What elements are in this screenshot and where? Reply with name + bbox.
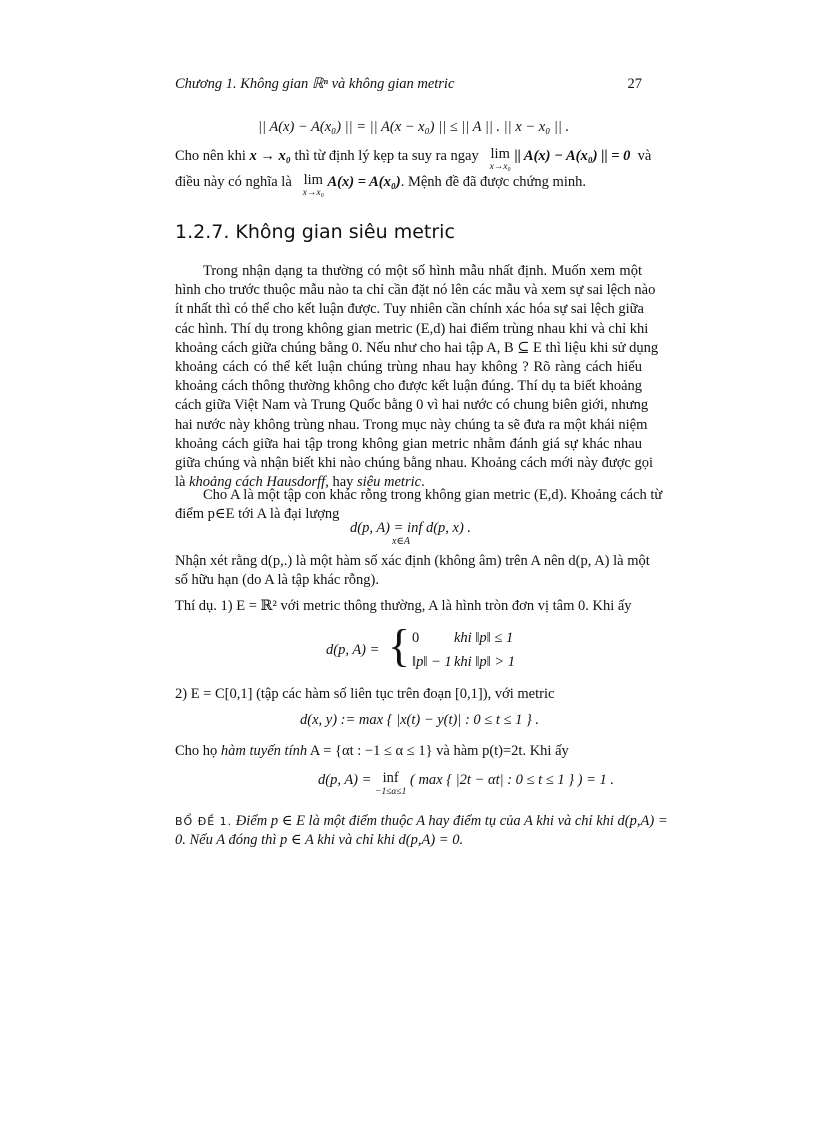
case-value: ‖p‖ − 1 bbox=[412, 654, 452, 670]
equation-inf bbox=[350, 520, 472, 547]
text: Cho nên khi bbox=[175, 148, 250, 164]
text: Cho họ bbox=[175, 743, 221, 759]
case-condition: khi ‖p‖ > 1 bbox=[454, 654, 516, 670]
paragraph-remark bbox=[175, 552, 650, 590]
emphasis: siêu metric bbox=[357, 474, 422, 491]
case-condition: khi ‖p‖ ≤ 1 bbox=[454, 630, 514, 646]
lemma bbox=[175, 812, 668, 850]
math: d(p, A) = inf d(p, x) . bbox=[350, 520, 472, 536]
text-line: khoảng cách giữa hai tập trong không gian metric nhằm đánh giá sự khác nhau bbox=[175, 435, 642, 452]
limit-operator bbox=[303, 173, 324, 198]
text-line: khoảng cách thông thường không cho được kết luận đúng. Thí dụ ta biết khoảng bbox=[175, 378, 642, 395]
text-line: ít nhất thì có thể cho kết luận được. Tuy nhiên cần chính xác hóa sự sai lệch giữa bbox=[175, 301, 644, 318]
paragraph-definition bbox=[175, 486, 663, 524]
example-1-line: Thí dụ. 1) E = ℝ² với metric thông thường, A là hình tròn đơn vị tâm 0. Khi ấy bbox=[175, 598, 632, 614]
inf-operator bbox=[375, 770, 406, 798]
limit-line-1 bbox=[175, 146, 652, 174]
math: d(p, A) = bbox=[318, 772, 372, 788]
inf-sub: x∈A bbox=[392, 536, 410, 547]
page-number: 27 bbox=[627, 76, 642, 92]
text: điều này có nghĩa là bbox=[175, 174, 292, 190]
emphasis: hàm tuyến tính bbox=[220, 743, 308, 759]
math: x → x₀ bbox=[249, 148, 291, 164]
limit-line-2 bbox=[175, 172, 586, 200]
running-header bbox=[175, 76, 642, 93]
text-line bbox=[175, 812, 668, 831]
text: và bbox=[637, 148, 652, 164]
equation-max: d(x, y) := max { |x(t) − y(t)| : 0 ≤ t ≤ 1 } . bbox=[300, 712, 540, 728]
equation-norm: || A(x) − A(x₀) || = || A(x − x₀) || ≤ || A || . || x − x₀ || . bbox=[258, 119, 570, 135]
lim-text: lim bbox=[490, 146, 510, 162]
math: d(p, A) = bbox=[326, 642, 380, 658]
text: , hay bbox=[325, 474, 358, 491]
text-line: hai nước này không trùng nhau. Trong mục này chúng ta sẽ đưa ra một khái niệm bbox=[175, 416, 648, 433]
text-line: cách giữa Việt Nam và Trung Quốc bằng 0 vì hai nước có chung biên giới, nhưng bbox=[175, 397, 649, 414]
text-line: khoảng cách có thể kết luận chúng trùng nhau hay không ? Rõ ràng cách hiểu bbox=[175, 359, 642, 376]
text-line: điểm p∈E tới A là đại lượng bbox=[175, 506, 340, 523]
math: A(x) = A(x₀) bbox=[327, 174, 401, 190]
case-value: 0 bbox=[412, 630, 420, 646]
lemma-text: Điểm p ∈ E là một điểm thuộc A hay điểm tụ của A khi và chỉ khi d(p,A) = bbox=[235, 813, 668, 829]
example-3-line bbox=[175, 744, 569, 759]
text-line: hình cho trước thuộc mẫu nào ta chỉ cần đặt nó lên các mẫu và xem sự sai lệch nào bbox=[175, 282, 656, 299]
inf-sub: −1≤α≤1 bbox=[375, 787, 407, 797]
lemma-label: BỔ ĐỀ 1. bbox=[175, 815, 233, 828]
text-line: Cho A là một tập con khác rỗng trong không gian metric (E,d). Khoảng cách từ bbox=[203, 487, 663, 503]
text-line: số hữu hạn (do A là tập khác rỗng). bbox=[175, 572, 379, 589]
math: ( max { |2t − αt| : 0 ≤ t ≤ 1 } ) = 1 . bbox=[410, 772, 615, 788]
text-line: Nhận xét rằng d(p,.) là một hàm số xác định (không âm) trên A nên d(p, A) là một bbox=[175, 553, 650, 569]
left-brace: { bbox=[388, 620, 411, 671]
section-title: 1.2.7. Không gian siêu metric bbox=[175, 221, 455, 243]
emphasis: khoảng cách Hausdorff bbox=[189, 474, 326, 491]
text: . Mệnh đề đã được chứng minh. bbox=[400, 174, 586, 190]
lim-sub: x→x₀ bbox=[302, 187, 324, 198]
text: A = {αt : −1 ≤ α ≤ 1} và hàm p(t)=2t. Khi ấy bbox=[307, 743, 569, 759]
chapter-title: Chương 1. Không gian ℝⁿ và không gian metric bbox=[175, 76, 455, 92]
text-line: 0. Nếu A đóng thì p ∈ A khi và chỉ khi d(p,A) = 0. bbox=[175, 832, 464, 849]
text: . bbox=[421, 474, 425, 491]
math: || A(x) − A(x₀) || = 0 bbox=[514, 148, 631, 164]
text-line: Trong nhận dạng ta thường có một số hình mẫu nhất định. Muốn xem một bbox=[203, 263, 642, 279]
inf-text: inf bbox=[382, 770, 399, 786]
limit-operator bbox=[490, 147, 511, 172]
lim-sub: x→x₀ bbox=[489, 161, 511, 172]
example-2-line: 2) E = C[0,1] (tập các hàm số liên tục trên đoạn [0,1]), với metric bbox=[175, 686, 555, 702]
text-line: các hình. Thí dụ trong không gian metric (E,d) hai điểm trùng nhau khi và chỉ khi bbox=[175, 320, 649, 337]
paragraph-intro bbox=[175, 262, 659, 492]
text: thì từ định lý kẹp ta suy ra ngay bbox=[290, 148, 479, 164]
text: là bbox=[175, 474, 190, 491]
text-line: giữa chúng và nhận biết khi nào chúng bằng nhau. Khoảng cách mới này được gọi bbox=[175, 455, 654, 472]
text-line: khoảng cách giữa chúng bằng 0. Nếu như cho hai tập A, B ⊆ E thì liệu khi sử dụng bbox=[175, 339, 659, 356]
equation-hausdorff bbox=[318, 772, 614, 800]
lim-text: lim bbox=[303, 172, 323, 188]
